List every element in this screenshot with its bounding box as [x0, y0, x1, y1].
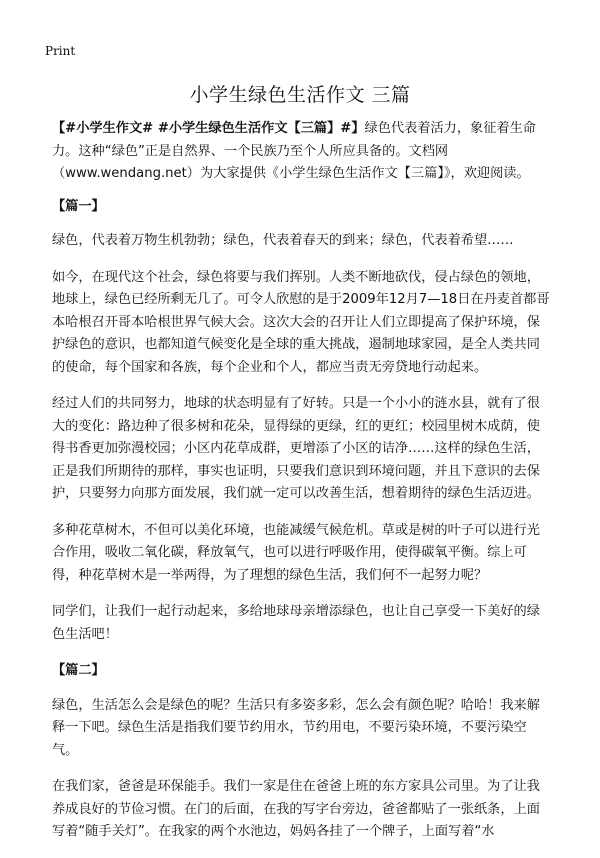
section-1-paragraph: 多种花草树木，不但可以美化环境，也能减缓气候危机。草或是树的叶子可以进行光合作用，吸收二氧化碳，释放氧气，也可以进行呼吸作用，使得碳氧平衡。综上可得，种花草树木是一举两得，为了理想的绿色生活，我们何不一起努力呢？	[52, 522, 540, 583]
section-1-paragraph: 如今，在现代这个社会，绿色将要与我们挥别。人类不断地砍伐，侵占绿色的领地，地球上，绿色已经所剩无几了。可令人欣慰的是于2009年12月7—18日在丹麦首都哥本哈根召开哥本哈根世界气候大会。这次大会的召开让人们立即提高了保护环境，保护绿色的意识，也都知道气候变化是全球的重大挑战，遏制地球家园，是全人类共同的使命，每个国家和各族，每个企业和个人，都应当责无旁贷地行动起来。	[52, 269, 550, 375]
section-heading-2: 【篇二】	[52, 663, 105, 678]
section-heading-1: 【篇一】	[52, 198, 105, 214]
article-body	[52, 118, 552, 858]
intro-text: 绿色代表着活力，象征着生命力。这种“绿色”正是自然界、一个民族乃至个人所应具备的。文档网（www.wendang.net）为大家提供《小学生绿色生活作文【三篇】》，欢迎阅读。	[52, 121, 536, 181]
section-2-paragraph: 在我们家，爸爸是环保能手。我们一家是住在爸爸上班的东方家具公司里。为了让我养成良好的节俭习惯。在门的后面，在我的写字台旁边，爸爸都贴了一张纸条，上面写着“随手关灯”。在我家的两个水池边，妈妈各挂了一个牌子，上面写着“水	[52, 779, 540, 839]
page-title: 小学生绿色生活作文 三篇	[189, 84, 411, 106]
section-1-paragraph: 同学们，让我们一起行动起来，多给地球母亲增添绿色，也让自己享受一下美好的绿色生活吧！	[52, 604, 540, 642]
intro-paragraph	[52, 118, 552, 186]
intro-bold-lead: 【#小学生作文# #小学生绿色生活作文【三篇】#】	[52, 121, 365, 136]
print-link[interactable]: Print	[45, 44, 76, 58]
section-1-paragraph: 经过人们的共同努力，地球的状态明显有了好转。只是一个小小的涟水县，就有了很大的变化：路边种了很多树和花朵，显得绿的更绿，红的更红；校园里树木成荫，使得书香更加弥漫校园；小区内花草成群，更增添了小区的诘净……这样的绿色生活，正是我们所期待的那样，事实也证明，只要我们意识到环境问题，并且下意识的去保护，只要努力向那方面发展，我们就一定可以改善生活，想着期待的绿色生活迈进。	[52, 396, 540, 501]
section-2-paragraph: 绿色，生活怎么会是绿色的呢？生活只有多姿多彩，怎么会有颜色呢？哈哈！我来解释一下吧。绿色生活是指我们要节约用水，节约用电，不要污染环境，不要污染空气。	[52, 697, 540, 758]
section-1-paragraph: 绿色，代表着万物生机勃勃；绿色，代表着春天的到来；绿色，代表着希望……	[52, 233, 514, 248]
